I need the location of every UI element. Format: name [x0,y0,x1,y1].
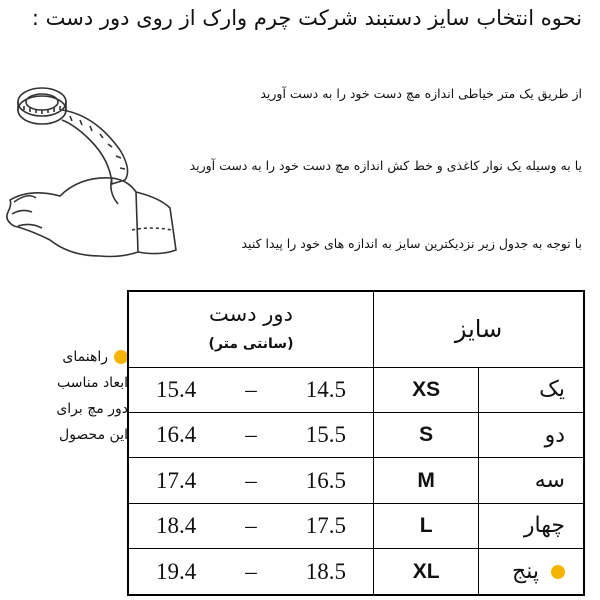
size-table [127,290,585,596]
measuring-tape-icon [18,88,128,184]
header-size: سایز [374,291,585,367]
table-row [128,549,584,595]
header-unit-label: (سانتی متر) [208,336,294,353]
size-code-cell: L [374,503,479,548]
measuring-illustration [0,80,200,280]
range-cell: 16.4 – 15.5 [128,412,374,457]
guide-line-1: راهنمای [18,344,128,370]
range-cell: 17.4 – 16.5 [128,458,374,503]
guide-line-4: این محصول [59,427,128,443]
range-cell: 18.4 – 17.5 [128,503,374,548]
size-name-cell: دو [479,412,584,457]
guide-line-3: دور مچ برای [56,401,128,417]
page-title: نحوه انتخاب سایز دستبند شرکت چرم وارک از روی دور دست : [31,6,582,30]
table-row [128,412,584,457]
instruction-2: یا به وسیله یک نوار کاغذی و خط کش اندازه مچ دست خود را به دست آورید [189,158,582,173]
hand-wrist-icon [7,178,176,257]
size-code-cell: XL [374,549,479,595]
size-code-cell: S [374,412,479,457]
table-header-row [128,291,584,367]
range-cell: 19.4 – 18.5 [128,549,374,595]
size-code-cell: M [374,458,479,503]
size-name-cell: پنج [479,549,584,595]
header-circumference [128,291,374,367]
header-circumference-label: دور دست [209,302,293,327]
guide-line-2: ابعاد مناسب [57,375,128,391]
guide-dot-icon [114,350,128,364]
table-row [128,458,584,503]
size-name-cell: چهار [479,503,584,548]
size-name-cell: سه [479,458,584,503]
size-guide-note [18,344,128,448]
table-row [128,503,584,548]
range-cell: 15.4 – 14.5 [128,367,374,412]
recommended-dot-icon [551,565,565,579]
instruction-3: با توجه به جدول زیر نزدیکترین سایز به اندازه های خود را پیدا کنید [241,236,582,251]
size-code-cell: XS [374,367,479,412]
size-name-cell: یک [479,367,584,412]
instruction-1: از طریق یک متر خیاطی اندازه مچ دست خود را به دست آورید [260,86,582,101]
table-row [128,367,584,412]
